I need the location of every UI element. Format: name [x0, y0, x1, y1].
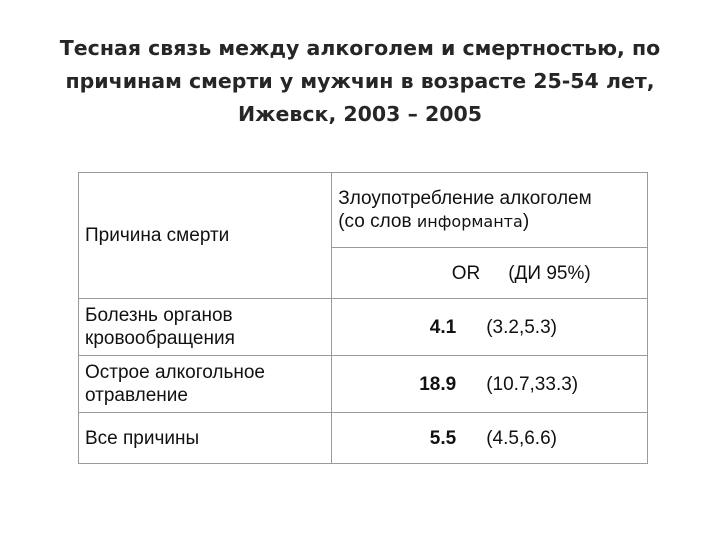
slide-title — [30, 32, 690, 131]
table-row — [79, 413, 648, 464]
row-cause-line-1: Острое алкогольное — [85, 362, 265, 383]
row-cause-line-2: кровообращения — [85, 328, 235, 349]
row-cause-line-1: Болезнь органов — [85, 305, 233, 326]
row-values — [332, 413, 648, 464]
row-cause — [79, 413, 332, 464]
header-abuse-line-2-c: ) — [522, 211, 530, 232]
header-ci: (ДИ 95%) — [508, 262, 591, 284]
mortality-table — [78, 172, 648, 464]
header-or-ci — [332, 248, 648, 299]
table-header-row — [79, 173, 648, 248]
header-abuse-line-1: Злоупотребление алкоголем — [338, 188, 592, 209]
title-line-1: Тесная связь между алкоголем и смертностью, по — [59, 36, 661, 60]
row-values — [332, 299, 648, 356]
row-ci-value: (3.2,5.3) — [486, 316, 557, 338]
header-or: OR — [451, 262, 481, 284]
row-or-value: 18.9 — [419, 373, 457, 395]
row-or-value: 4.1 — [429, 316, 457, 338]
header-abuse-line-2-a: (со слов — [338, 211, 417, 232]
title-line-2: причинам смерти у мужчин в возрасте 25-54 лет, — [65, 69, 655, 93]
row-cause-line-1: Все причины — [85, 427, 200, 449]
row-or-value: 5.5 — [429, 427, 457, 449]
row-ci-value: (4.5,6.6) — [486, 427, 557, 449]
row-cause — [79, 299, 332, 356]
title-line-3: Ижевск, 2003 – 2005 — [237, 102, 483, 126]
table-row — [79, 356, 648, 413]
header-abuse-line-2-b: информанта — [416, 212, 523, 231]
header-alcohol-abuse — [332, 173, 648, 248]
row-values — [332, 356, 648, 413]
table-row — [79, 299, 648, 356]
row-cause-line-2: отравление — [85, 385, 188, 406]
header-cause — [79, 173, 332, 299]
header-cause-label: Причина смерти — [85, 225, 230, 246]
header-abuse-line-2 — [338, 210, 641, 233]
row-ci-value: (10.7,33.3) — [486, 373, 579, 395]
row-cause — [79, 356, 332, 413]
